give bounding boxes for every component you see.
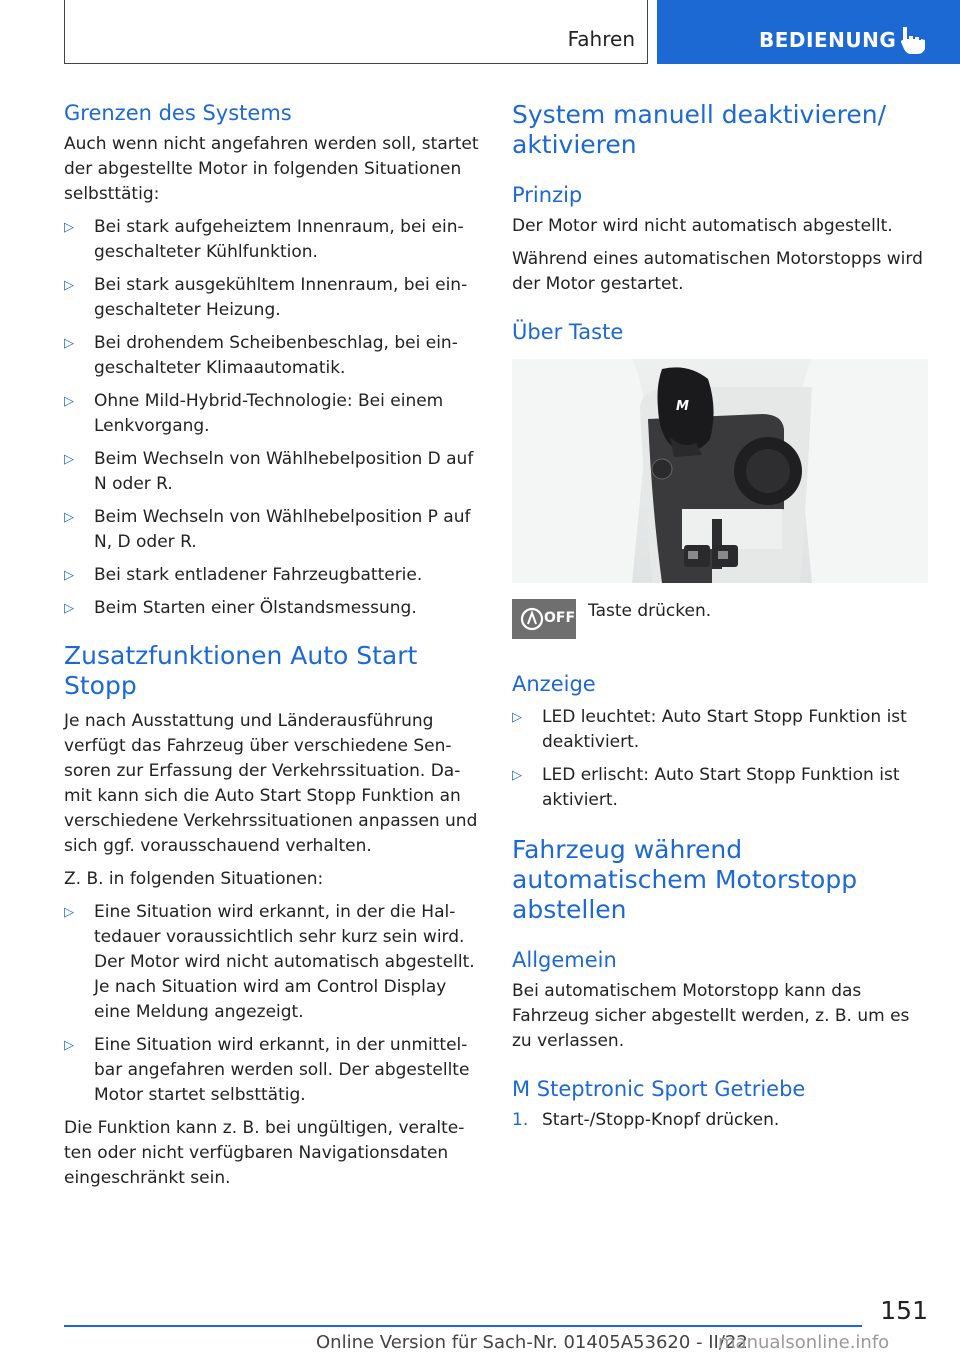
list-item: ▷ LED erlischt: Auto Start Stopp Funktion ist aktiviert. [512, 765, 900, 810]
gear-selector-logo: M [676, 399, 689, 414]
header-section-title: BEDIENUNG [759, 28, 897, 52]
list-item: ▷ Bei drohendem Scheibenbeschlag, bei eingeschalteter Klimaautomatik. [64, 333, 458, 378]
list-item: ▷ LED leuchtet: Auto Start Stopp Funktion ist deaktiviert. [512, 707, 907, 752]
page-number: 151 [880, 1296, 928, 1325]
heading-m-steptronic: M Steptronic Sport Getriebe [512, 1077, 806, 1101]
list-item: ▷ Beim Wechseln von Wählhebelposition D auf N oder R. [64, 449, 474, 494]
heading-anzeige: Anzeige [512, 672, 596, 696]
list-item: ▷ Bei stark aufgeheiztem Innenraum, bei eingeschalteter Kühlfunktion. [64, 217, 464, 262]
list-item: ▷ Ohne Mild-Hybrid-Technologie: Bei einem Lenkvorgang. [64, 391, 444, 436]
footer-divider [64, 1325, 862, 1327]
zusatz-paragraph-3: Die Funktion kann z. B. bei ungültigen, veralteten oder nicht verfügbaren Navigationsdaten eingeschränkt sein. [64, 1118, 465, 1188]
grenzen-intro: Auch wenn nicht angefahren werden soll, startet der abgestellte Motor in folgenden Situationen selbsttätig: [64, 134, 479, 204]
prinzip-paragraph-2: Während eines automatischen Motorstopps wird der Motor gestartet. [512, 249, 923, 294]
list-item: 1. Start-/Stopp-Knopf drücken. [512, 1108, 928, 1133]
taste-druecken-text: Taste drücken. [588, 601, 712, 621]
zusatz-list [64, 900, 480, 1108]
list-item: ▷ Beim Wechseln von Wählhebelposition P auf N, D oder R. [64, 507, 471, 552]
anzeige-list [512, 705, 928, 813]
left-column [64, 100, 480, 1191]
triangle-right-icon: ▷ [64, 510, 74, 525]
off-label: OFF [544, 610, 576, 626]
triangle-right-icon: ▷ [64, 336, 74, 351]
prinzip-paragraph-1: Der Motor wird nicht automatisch abgestellt. [512, 216, 893, 236]
allgemein-paragraph: Bei automatischem Motorstopp kann das Fahrzeug sicher abgestellt werden, z. B. um es zu verlassen. [512, 981, 910, 1051]
triangle-right-icon: ▷ [512, 710, 522, 725]
triangle-right-icon: ▷ [64, 278, 74, 293]
list-item: ▷ Eine Situation wird erkannt, in der die Haltedauer voraussichtlich sehr kurz sein wird. Der Motor wird nicht automatisch abgestellt. Je nach Situation wird am Control Display eine Meldung angezeigt. [64, 902, 475, 1022]
center-console-illustration [512, 359, 928, 583]
heading-grenzen: Grenzen des Systems [64, 101, 292, 125]
m-steptronic-steps [512, 1108, 928, 1133]
triangle-right-icon: ▷ [64, 1038, 74, 1053]
zusatz-paragraph-1: Je nach Ausstattung und Länderausführung verfügt das Fahrzeug über verschiedene Sensoren zur Erfassung der Verkehrssituation. Damit kann sich die Auto Start Stopp Funktion an verschiedene Verkehrssituationen anpassen und sich ggf. vorausschauend verhalten. [64, 711, 478, 856]
header-section-tab [657, 0, 960, 64]
list-item: ▷ Bei stark entladener Fahrzeugbatterie. [64, 563, 480, 588]
pointing-hand-icon [899, 25, 927, 55]
center-console-image [512, 359, 928, 583]
triangle-right-icon: ▷ [512, 768, 522, 783]
heading-allgemein: Allgemein [512, 948, 617, 972]
watermark: manualsonline.info [718, 1332, 890, 1353]
heading-zusatzfunktionen: Zusatzfunktionen Auto Start Stopp [64, 641, 418, 700]
triangle-right-icon: ▷ [64, 905, 74, 920]
right-column [512, 100, 928, 1133]
step-number: 1. [512, 1110, 529, 1130]
header-chapter-title: Fahren [567, 27, 635, 51]
list-item: ▷ Bei stark ausgekühltem Innenraum, bei eingeschalteter Heizung. [64, 275, 468, 320]
taste-row [512, 599, 928, 643]
grenzen-list [64, 215, 480, 621]
list-item: ▷ Beim Starten einer Ölstandsmessung. [64, 596, 480, 621]
heading-system-deaktivieren: System manuell deaktivieren/ aktivieren [512, 100, 887, 159]
triangle-right-icon: ▷ [64, 220, 74, 235]
auto-start-stop-off-icon [512, 599, 576, 639]
heading-ueber-taste: Über Taste [512, 320, 624, 344]
triangle-right-icon: ▷ [64, 601, 74, 616]
heading-prinzip: Prinzip [512, 183, 583, 207]
list-item: ▷ Eine Situation wird erkannt, in der unmittelbar angefahren werden soll. Der abgestellte Motor startet selbsttätig. [64, 1035, 470, 1105]
triangle-right-icon: ▷ [64, 568, 74, 583]
triangle-right-icon: ▷ [64, 394, 74, 409]
footer-online-version: Online Version für Sach-Nr. 01405A53620 - II/22 [316, 1332, 748, 1353]
header-chapter-box [64, 0, 648, 64]
zusatz-paragraph-2: Z. B. in folgenden Situationen: [64, 869, 324, 889]
heading-fahrzeug-abstellen: Fahrzeug während automatischem Motorstopp abstellen [512, 835, 858, 924]
triangle-right-icon: ▷ [64, 452, 74, 467]
